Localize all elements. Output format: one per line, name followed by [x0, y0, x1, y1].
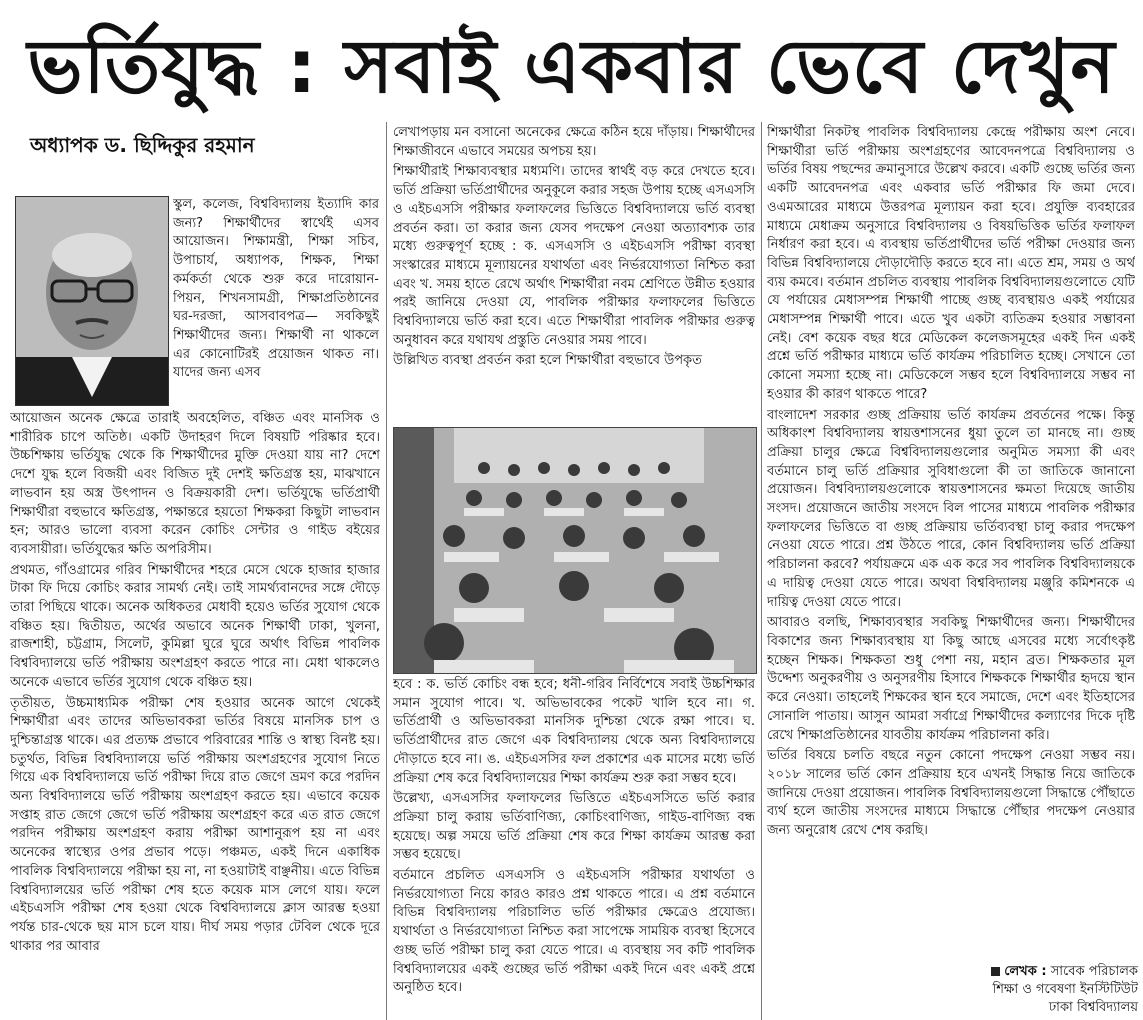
- paragraph: লেখাপড়ায় মন বসানো অনেকের ক্ষেত্রে কঠিন হয়ে দাঁড়ায়। শিক্ষার্থীদের শিক্ষাজীবনে এভাবে সময়ের অপচয় হয়।: [393, 125, 755, 159]
- author-institute: শিক্ষা ও গবেষণা ইনস্টিটিউট: [992, 982, 1138, 997]
- author-university: ঢাকা বিশ্ববিদ্যালয়: [1048, 1000, 1138, 1015]
- paragraph: উল্লিখিত ব্যবস্থা প্রবর্তন করা হলে শিক্ষার্থীরা বহুভাবে উপকৃত: [393, 353, 702, 369]
- paragraph: আয়োজন অনেক ক্ষেত্রে তারাই অবহেলিত, বঞ্চিত এবং মানসিক ও শারীরিক চাপে অতিষ্ঠ। একটি উদাহরণ দিলে বিষয়টি পরিষ্কার হবে। উচ্চশিক্ষায় ভর্তিযুদ্ধ থেকে কি শিক্ষার্থীদের মুক্তি দেওয়া যায় না? দেশে দেশে যুদ্ধ হলে বিজয়ী এবং বিজিত দুই দেশই ক্ষতিগ্রস্ত হয়, মাঝখানে লাভবান হয় অস্ত্র উৎপাদন ও বিক্রয়কারী দেশ। ভর্তিযুদ্ধে ভর্তিপ্রার্থী শিক্ষার্থীরা বহুভাবে ক্ষতিগ্রস্ত, পক্ষান্তরে হয়তো শিক্ষকরা কিছুটা লাভবান হন; আরও ভালো ব্যবসা করেন কোচিং সেন্টার ও গাইড বইয়ের ব্যবসায়ীরা। ভর্তিযুদ্ধের ক্ষতি অপরিসীম।: [10, 411, 380, 557]
- column-1-intro: [173, 196, 379, 408]
- paragraph: বাংলাদেশ সরকার গুচ্ছ প্রক্রিয়ায় ভর্তি কার্যক্রম প্রবর্তনের পক্ষে। কিন্তু অধিকাংশ বিশ্ববিদ্যালয় স্বায়ত্তশাসনের ধুয়া তুলে তা মানছে না। গুচ্ছ প্রক্রিয়া চালুর ক্ষেত্রে বিশ্ববিদ্যালয়গুলোর অনুমিত সমস্যা কী এবং বর্তমানে চালু ভর্তি প্রক্রিয়ার সুবিধাগুলো কী তা জাতিকে জানানো প্রয়োজন। বিশ্ববিদ্যালয়গুলোকে স্বায়ত্তশাসনের ক্ষমতা দিয়েছে জাতীয় সংসদ। প্রয়োজনে জাতীয় সংসদে বিল পাসের মাধ্যমে পাবলিক পরীক্ষার ফলাফলের ভিত্তিতে বা গুচ্ছ প্রক্রিয়ায় ভর্তিব্যবস্থা চালু করার পদক্ষেপ নেওয়া যেতে পারে। প্রশ্ন উঠতে পারে, কোন বিশ্ববিদ্যালয় ভর্তি প্রক্রিয়া পরিচালনা করবে? পর্যায়ক্রমে এক এক করে সব পাবলিক বিশ্ববিদ্যালয়কে এ দায়িত্ব দেওয়া যেতে পারে। অথবা বিশ্ববিদ্যালয় মঞ্জুরি কমিশনকে এ দায়িত্ব দেওয়া যেতে পারে।: [767, 407, 1135, 610]
- author-note: [940, 963, 1138, 1017]
- byline: অধ্যাপক ড. ছিদ্দিকুর রহমান: [30, 133, 255, 157]
- author-position: সাবেক পরিচালক: [1050, 964, 1138, 979]
- column-divider: [386, 122, 387, 1020]
- paragraph: বর্তমানে প্রচলিত এসএসসি ও এইচএসসি পরীক্ষার যথার্থতা ও নির্ভরযোগ্যতা নিয়ে কারও কারও প্রশ্ন থাকতে পারে। এ প্রশ্ন বর্তমানে বিভিন্ন বিশ্ববিদ্যালয় পরিচালিত ভর্তি পরীক্ষার ক্ষেত্রেও প্রযোজ্য। যথার্থতা ও নির্ভরযোগ্যতা নিশ্চিত করা সাপেক্ষে সাময়িক ব্যবস্থা হিসেবে গুচ্ছ ভর্তি পরীক্ষা চালু করা যেতে পারে। এ ব্যবস্থায় সব কটি পাবলিক বিশ্ববিদ্যালয়ের একই গুচ্ছের ভর্তি পরীক্ষা একই দিনে এবং একই প্রশ্নে অনুষ্ঠিত হবে।: [393, 868, 755, 996]
- paragraph: স্কুল, কলেজ, বিশ্ববিদ্যালয় ইত্যাদি কার জন্য? শিক্ষার্থীদের স্বার্থেই এসব আয়োজন। শিক্ষামন্ত্রী, শিক্ষা সচিব, উপাচার্য, অধ্যাপক, শিক্ষক, শিক্ষা কর্মকর্তা থেকে শুরু করে দারোয়ান-পিয়ন, শিখনসামগ্রী, শিক্ষাপ্রতিষ্ঠানের ঘর-দরজা, আসবাবপত্র— সবকিছুই শিক্ষার্থীদের জন্য। শিক্ষার্থী না থাকলে এর কোনোটিরই প্রয়োজন থাকত না। যাদের জন্য এসব: [173, 197, 379, 381]
- column-3: [767, 124, 1135, 958]
- column-1: [10, 410, 380, 1020]
- exam-hall-photo: [393, 427, 757, 674]
- column-divider: [761, 122, 762, 1020]
- paragraph: হবে : ক. ভর্তি কোচিং বন্ধ হবে; ধনী-গরিব নির্বিশেষে সবাই উচ্চশিক্ষার সমান সুযোগ পাবে। খ. অভিভাবকের পকেট খালি হবে না। গ. ভর্তিপ্রার্থী ও অভিভাবকরা মানসিক দুশ্চিন্তা থেকে রক্ষা পাবে। ঘ. ভর্তিপ্রার্থীদের রাত জেগে এক বিশ্ববিদ্যালয় থেকে অন্য বিশ্ববিদ্যালয়ে দৌড়াতে হবে না। ঙ. এইচএসসির ফল প্রকাশের এক মাসের মধ্যে ভর্তি প্রক্রিয়া শেষ করে বিশ্ববিদ্যালয়ের শিক্ষা কার্যক্রম শুরু করা সম্ভব হবে।: [393, 677, 755, 786]
- column-2-bottom: [393, 676, 755, 1020]
- author-portrait: [15, 196, 169, 406]
- column-2-top: [393, 124, 755, 424]
- paragraph: শিক্ষার্থীরা নিকটস্থ পাবলিক বিশ্ববিদ্যালয় কেন্দ্রে পরীক্ষায় অংশ নেবে। শিক্ষার্থীরা ভর্তি পরীক্ষায় অংশগ্রহণের আবেদনপত্রে বিশ্ববিদ্যালয় ও ভর্তির বিষয় পছন্দের ক্রমানুসারে উল্লেখ করবে। একটি গুচ্ছে ভর্তির জন্য একটি আবেদনপত্র এবং একবার ভর্তি পরীক্ষার ফি জমা দেবে। ওএমআরের মাধ্যমে উত্তরপত্র মূল্যায়ন করা হবে। প্রযুক্তি ব্যবহারের মাধ্যমে মেধাক্রম অনুসারে বিশ্ববিদ্যালয় ও বিষয়ভিত্তিক ভর্তির ফলাফল নির্ধারণ করা হবে। এ ব্যবস্থায় ভর্তিপ্রার্থীদের ভর্তি পরীক্ষা দেওয়ার জন্য বিভিন্ন বিশ্ববিদ্যালয়ে দৌড়াদৌড়ি করতে হবে না। এতে শ্রম, সময় ও অর্থ ব্যয় কমবে। বর্তমান প্রচলিত ব্যবস্থায় পাবলিক বিশ্ববিদ্যালয়গুলোতে যেটি যে পর্যায়ের মেধাসম্পন্ন শিক্ষার্থী পাচ্ছে গুচ্ছ ব্যবস্থায়ও একই পর্যায়ের মেধাসম্পন্ন শিক্ষার্থী পাবে। এতে খুব একটা ব্যতিক্রম হওয়ার সম্ভাবনা নেই। বেশ কয়েক বছর ধরে মেডিকেল কলেজসমূহের একই দিন একই প্রশ্নে ভর্তি পরীক্ষার মাধ্যমে ভর্তি কার্যক্রম পরিচালিত হচ্ছে। সেখানে তো কোনো সমস্যা হচ্ছে না। মেডিকেলে সম্ভব হলে বিশ্ববিদ্যালয়ে সম্ভব না হওয়ার কী কারণ থাকতে পারে?: [767, 125, 1135, 402]
- square-bullet-icon: [991, 967, 1000, 976]
- paragraph: শিক্ষার্থীরাই শিক্ষাব্যবস্থার মধ্যমণি। তাদের স্বার্থই বড় করে দেখতে হবে। ভর্তি প্রক্রিয়া ভর্তিপ্রার্থীদের অনুকূলে করার সহজ উপায় হচ্ছে এসএসসি ও এইচএসসি পরীক্ষার ফলাফলের ভিত্তিতে বিশ্ববিদ্যালয়ে ভর্তি ব্যবস্থা প্রবর্তন করা। তা করার জন্য যেসব পদক্ষেপ নেওয়া অত্যাবশ্যক তার মধ্যে গুরুত্বপূর্ণ হচ্ছে : ক. এসএসসি ও এইচএসসি পরীক্ষা ব্যবস্থা সংস্কারের মাধ্যমে মূল্যায়নের যথার্থতা এবং নির্ভরযোগ্যতা নিশ্চিত করা এবং খ. সময় হাতে রেখে অর্থাৎ শিক্ষার্থীরা নবম শ্রেণিতে উন্নীত হওয়ার পরই জানিয়ে দেওয়া যে, পাবলিক পরীক্ষার ফলাফলের ভিত্তিতে বিশ্ববিদ্যালয়ে ভর্তি করা হবে। এতে শিক্ষার্থীরা পাবলিক পরীক্ষার গুরুত্ব অনুধাবন করে যথাযথ প্রস্তুতি নেওয়ার সময় পাবে।: [393, 164, 755, 348]
- paragraph: ভর্তির বিষয়ে চলতি বছরে নতুন কোনো পদক্ষেপ নেওয়া সম্ভব নয়। ২০১৮ সালের ভর্তি কোন প্রক্রিয়ায় হবে এখনই সিদ্ধান্ত নিয়ে জাতিকে জানিয়ে দেওয়া প্রয়োজন। পাবলিক বিশ্ববিদ্যালয়গুলো সিদ্ধান্তে পৌঁছাতে ব্যর্থ হলে জাতীয় সংসদের মাধ্যমে সিদ্ধান্তে পৌঁছার পদক্ষেপ নেওয়ার জন্য অনুরোধ রেখে শেষ করছি।: [767, 748, 1135, 839]
- paragraph: প্রথমত, গাঁওগ্রামের গরিব শিক্ষার্থীদের শহরে মেসে থেকে হাজার হাজার টাকা ফি দিয়ে কোচিং করার সামর্থ্য নেই। তাই সামর্থ্যবানদের সঙ্গে দৌড়ে তারা পিছিয়ে থাকে। অনেক অধিকতর মেধাবী হয়েও ভর্তির সুযোগ থেকে বঞ্চিত হয়। দ্বিতীয়ত, অর্থের অভাবে অনেক শিক্ষার্থী ঢাকা, খুলনা, রাজশাহী, চট্টগ্রাম, সিলেট, কুমিল্লা ঘুরে ঘুরে অর্থাৎ বিভিন্ন পাবলিক বিশ্ববিদ্যালয়ে ভর্তি পরীক্ষায় অংশগ্রহণ করতে পারে না। মেধা থাকলেও অনেকে এভাবে ভর্তির সুযোগ থেকে বঞ্চিত হয়।: [10, 562, 380, 690]
- author-label: লেখক :: [1004, 964, 1047, 979]
- paragraph: তৃতীয়ত, উচ্চমাধ্যমিক পরীক্ষা শেষ হওয়ার অনেক আগে থেকেই শিক্ষার্থীরা এবং তাদের অভিভাবকরা ভর্তির বিষয়ে মানসিক চাপ ও দুশ্চিন্তাগ্রস্ত থাকে। এর প্রত্যক্ষ প্রভাবে পরিবারের শান্তি ও স্বাস্থ্য বিনষ্ট হয়। চতুর্থত, বিভিন্ন বিশ্ববিদ্যালয়ে ভর্তি পরীক্ষায় অংশগ্রহণের সুযোগ নিতে গিয়ে এক বিশ্ববিদ্যালয়ে ভর্তি পরীক্ষা দিয়ে রাত জেগে ভ্রমণ করে পরদিন অন্য বিশ্ববিদ্যালয়ে ভর্তি পরীক্ষায় অংশগ্রহণ করতে হয়। এভাবে কয়েক সপ্তাহ রাত জেগে জেগে ভর্তি পরীক্ষায় অংশগ্রহণ করে এত রাত জেগে পরদিন পরীক্ষায় অংশগ্রহণ করায় পরীক্ষা আশানুরূপ হয় না এবং অনেকের স্বাস্থ্যের ওপর প্রভাব পড়ে। পঞ্চমত, একই দিনে একাধিক পাবলিক বিশ্ববিদ্যালয়ে পরীক্ষা হয় না, না হওয়াটাই বাঞ্ছনীয়। এতে বিভিন্ন বিশ্ববিদ্যালয়ের ভর্তি পরীক্ষা শেষ হতে কয়েক মাস লেগে যায়। ফলে এইচএসসি পরীক্ষা শেষ হওয়া থেকে বিশ্ববিদ্যালয়ে ক্লাস আরম্ভ হওয়া পর্যন্ত চার-থেকে ছয় মাস চলে যায়। দীর্ঘ সময় পড়ার টেবিল থেকে দূরে থাকার পর আবার: [10, 695, 380, 954]
- paragraph: আবারও বলছি, শিক্ষাব্যবস্থার সবকিছু শিক্ষার্থীদের জন্য। শিক্ষার্থীদের বিকাশের জন্য শিক্ষাব্যবস্থায় যা কিছু আছে এসবের মধ্যে সর্বোৎকৃষ্ট হচ্ছেন শিক্ষক। শিক্ষকতা শুধু পেশা নয়, মহান ব্রত। শিক্ষকতার মূল উদ্দেশ্য অনুকরণীয় ও অনুসরণীয় হিসাবে শিক্ষককে শিক্ষার্থীর হৃদয়ে স্থান করে নেওয়া। তাহলেই শিক্ষকের স্থান হবে সমাজে, দেশে এবং ইতিহাসের সোনালি পাতায়। আসুন আমরা সর্বাগ্রে শিক্ষার্থীদের কল্যাণের দিকে দৃষ্টি রেখে শিক্ষাপ্রতিষ্ঠানের যাবতীয় কার্যক্রম পরিচালনা করি।: [767, 615, 1135, 743]
- paragraph: উল্লেখ্য, এসএসসির ফলাফলের ভিত্তিতে এইচএসসিতে ভর্তি করার প্রক্রিয়া চালু করায় ভর্তিবাণিজ্য, কোচিংবাণিজ্য, গাইড-বাণিজ্য বন্ধ হয়েছে। অল্প সময়ে ভর্তি প্রক্রিয়া শেষ করে শিক্ষা কার্যক্রম আরম্ভ করা সম্ভব হয়েছে।: [393, 791, 755, 863]
- headline: ভর্তিযুদ্ধ : সবাই একবার ভেবে দেখুন: [27, 24, 1116, 110]
